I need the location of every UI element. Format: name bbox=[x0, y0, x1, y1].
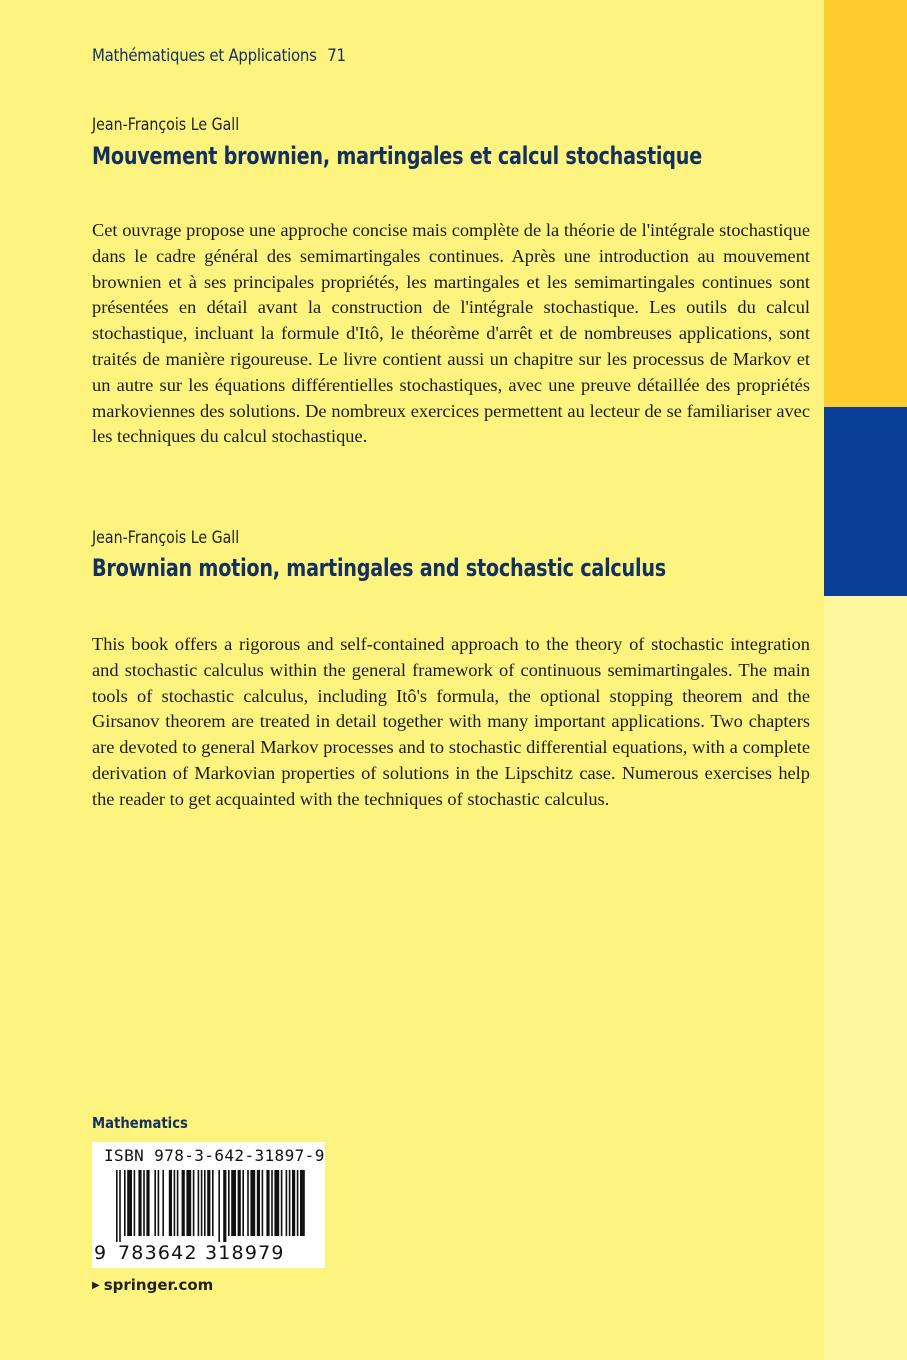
barcode-bars bbox=[116, 1170, 306, 1242]
english-title: Brownian motion, martingales and stochastic calculus bbox=[92, 554, 666, 582]
barcode-bar bbox=[286, 1170, 288, 1236]
barcode bbox=[92, 1142, 325, 1268]
barcode-bar bbox=[274, 1170, 279, 1236]
french-author: Jean-François Le Gall bbox=[92, 115, 240, 134]
barcode-bar bbox=[212, 1170, 214, 1236]
barcode-bar bbox=[193, 1170, 195, 1236]
ean-first-digit: 9 bbox=[94, 1242, 107, 1264]
barcode-bar bbox=[169, 1170, 172, 1236]
barcode-bar bbox=[238, 1170, 241, 1236]
french-title: Mouvement brownien, martingales et calcul stochastique bbox=[92, 142, 702, 170]
barcode-bar bbox=[158, 1170, 160, 1236]
series-number: 71 bbox=[327, 46, 346, 66]
spine-stripe-yellow bbox=[824, 0, 907, 407]
english-abstract: This book offers a rigorous and self-contained approach to the theory of stochastic integration and stochastic calculus within the general framework of continuous semimartingales. The main tools of stochastic calculus, including Itô's formula, the optional stopping theorem and the Girsanov theorem are treated in detail together with many important applications. Two chapters are devoted to general Markov processes and to stochastic differential equations, with a complete derivation of Markovian properties of solutions in the Lipschitz case. Numerous exercises help the reader to get acquainted with the techniques of stochastic calculus. bbox=[92, 634, 810, 809]
barcode-bar bbox=[174, 1170, 176, 1236]
barcode-bar bbox=[266, 1170, 269, 1236]
barcode-bar bbox=[186, 1170, 191, 1236]
publisher-link[interactable] bbox=[92, 1276, 213, 1294]
barcode-bar bbox=[138, 1170, 141, 1236]
barcode-bar bbox=[228, 1170, 230, 1236]
barcode-bar bbox=[116, 1170, 118, 1242]
barcode-bar bbox=[262, 1170, 264, 1236]
barcode-bar bbox=[177, 1170, 179, 1236]
arrow-right-icon: ▶ bbox=[92, 1280, 100, 1291]
barcode-bar bbox=[119, 1170, 121, 1242]
ean-digits: 783642 318979 bbox=[118, 1242, 285, 1264]
barcode-bar bbox=[257, 1170, 260, 1236]
barcode-bar bbox=[127, 1170, 132, 1236]
barcode-bar bbox=[207, 1170, 210, 1236]
series-name: Mathématiques et Applications bbox=[92, 46, 317, 66]
barcode-bar bbox=[242, 1170, 244, 1236]
barcode-bar bbox=[204, 1170, 206, 1236]
barcode-bar bbox=[146, 1170, 149, 1236]
barcode-bar bbox=[231, 1170, 236, 1236]
barcode-bar bbox=[201, 1170, 203, 1236]
barcode-bar bbox=[247, 1170, 249, 1236]
barcode-bar bbox=[281, 1170, 283, 1236]
barcode-bar bbox=[198, 1170, 200, 1236]
barcode-bar bbox=[289, 1170, 291, 1236]
barcode-bar bbox=[143, 1170, 145, 1236]
series-line bbox=[92, 46, 346, 66]
english-author: Jean-François Le Gall bbox=[92, 528, 240, 547]
barcode-bar bbox=[182, 1170, 185, 1236]
barcode-bar bbox=[300, 1170, 305, 1236]
barcode-bar bbox=[292, 1170, 295, 1236]
barcode-bar bbox=[162, 1170, 164, 1236]
barcode-bar bbox=[154, 1170, 156, 1236]
spine-stripe-light bbox=[824, 596, 907, 1360]
barcode-bar bbox=[124, 1170, 126, 1236]
barcode-bar bbox=[134, 1170, 136, 1236]
publisher-url: springer.com bbox=[103, 1276, 214, 1294]
spine-stripe-blue bbox=[824, 407, 907, 596]
subject-label: Mathematics bbox=[92, 1114, 188, 1132]
barcode-bar bbox=[297, 1170, 299, 1236]
barcode-bar bbox=[250, 1170, 255, 1236]
barcode-bar bbox=[223, 1170, 226, 1242]
barcode-bar bbox=[271, 1170, 273, 1236]
barcode-bar bbox=[218, 1170, 220, 1242]
french-abstract: Cet ouvrage propose une approche concise mais complète de la théorie de l'intégrale stochastique dans le cadre général des semimartingales continues. Après une introduction au mouvement brownien et à ses principales propriétés, les martingales et les semimartingales continues sont présentées en détail avant la construction de l'intégrale stochastique. Les outils du calcul stochastique, incluant la formule d'Itô, le théorème d'arrêt et de nombreuses applications, sont traités de manière rigoureuse. Le livre contient aussi un chapitre sur les processus de Markov et un autre sur les équations différentielles stochastiques, avec une preuve détaillée des propriétés markoviennes des solutions. De nombreux exercices permettent au lecteur de se familiariser avec les techniques du calcul stochastique. bbox=[92, 220, 810, 447]
isbn-label: ISBN 978-3-642-31897-9 bbox=[104, 1146, 325, 1165]
